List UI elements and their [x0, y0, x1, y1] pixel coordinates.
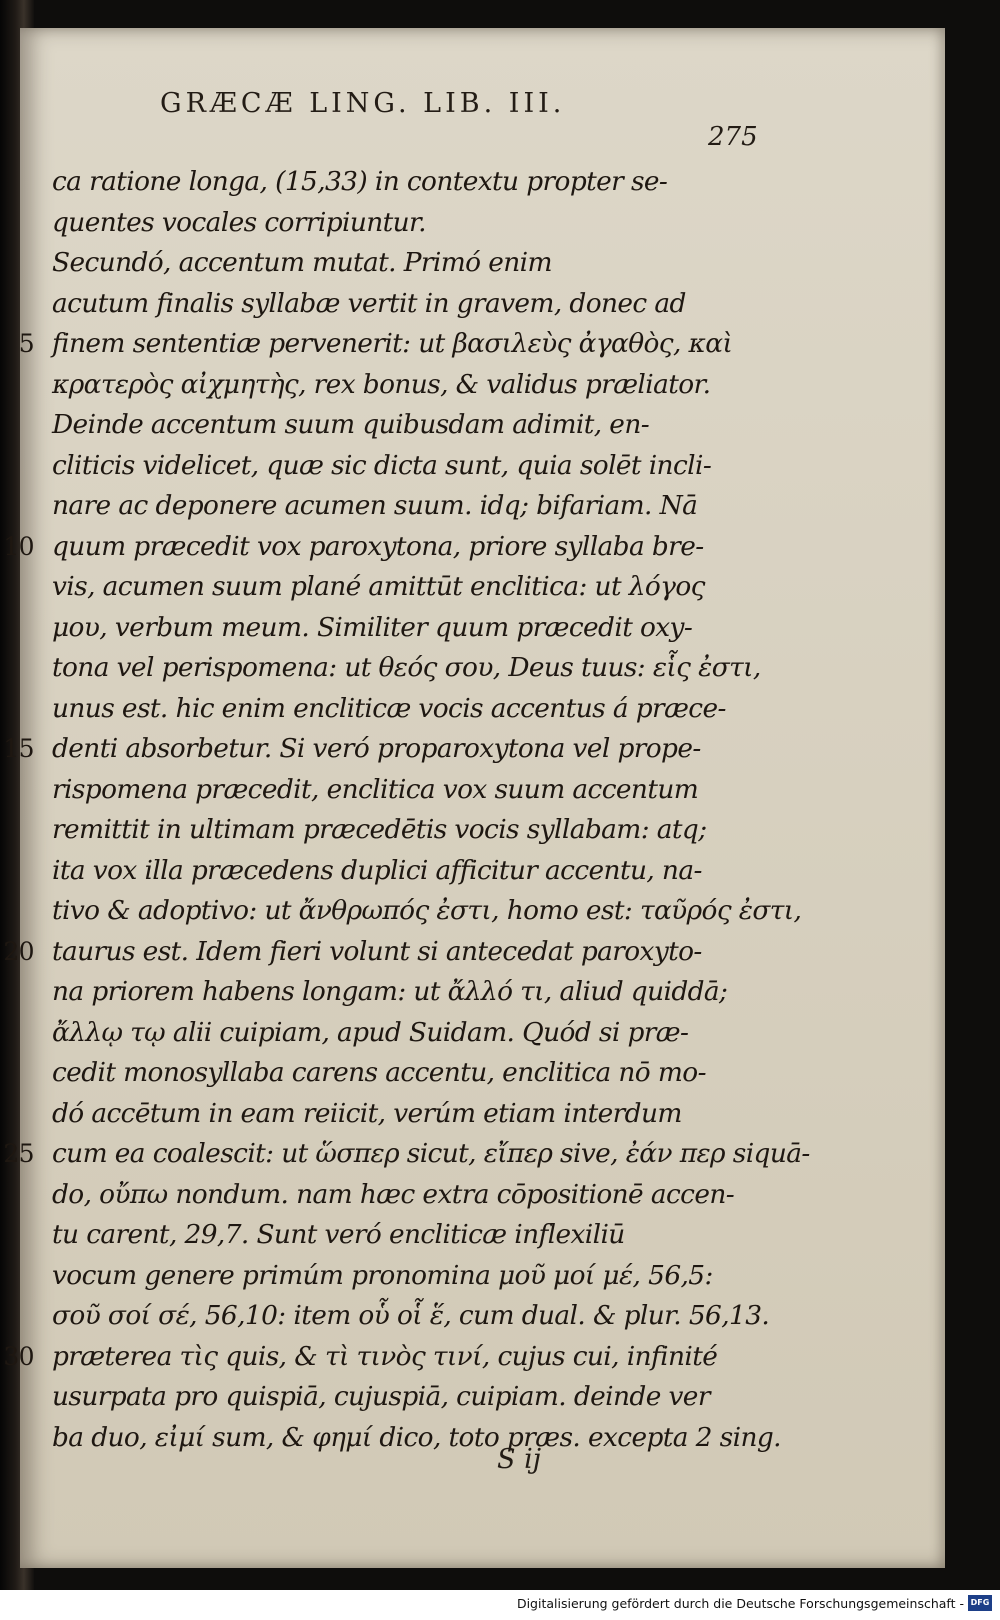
line-text: nare ac deponere acumen suum. idq; bifariam. Nā — [52, 490, 698, 521]
line-text: Secundó, accentum mutat. Primó enim — [52, 247, 552, 278]
line-text: denti absorbetur. Si veró proparoxytona vel prope- — [52, 733, 701, 764]
line-text: ca ratione longa, (15,33) in contextu propter se- — [52, 166, 668, 197]
text-line — [52, 851, 754, 892]
line-text: ba duo, εἰμί sum, & φημί dico, toto præs. excepta 2 sing. — [52, 1421, 781, 1453]
line-text: acutum finalis syllabæ vertit in gravem, donec ad — [52, 287, 686, 319]
line-text: dó accētum in eam reiicit, verúm etiam interdum — [52, 1097, 682, 1129]
line-number: 20 — [3, 936, 34, 966]
line-text: σοῦ σοί σέ, 56,10: item οὗ οἷ ἕ, cum dual. & plur. 56,13. — [52, 1300, 770, 1331]
line-text: quum præcedit vox paroxytona, priore syllaba bre- — [52, 530, 704, 562]
line-text: Deinde accentum suum quibusdam adimit, en- — [52, 409, 650, 440]
line-text: tona vel perispomena: ut θεός σου, Deus tuus: εἷς ἐστι, — [52, 652, 761, 683]
line-number: 10 — [3, 531, 34, 561]
text-line — [52, 1175, 754, 1216]
text-line — [52, 1256, 754, 1297]
funding-credit: Digitalisierung gefördert durch die Deutsche Forschungsgemeinschaft - — [516, 1596, 964, 1611]
line-number: 15 — [3, 734, 34, 763]
line-text: quentes vocales corripiuntur. — [52, 206, 426, 238]
signature-mark: S ij — [497, 1444, 542, 1475]
page-number: 275 — [708, 122, 758, 152]
line-text: præterea τὶς quis, & τὶ τινὸς τινί, cujus cui, infinité — [52, 1340, 718, 1372]
line-text: rispomena præcedit, enclitica vox suum accentum — [52, 773, 699, 805]
text-line — [52, 203, 754, 244]
text-line — [52, 1094, 754, 1135]
text-line — [52, 1215, 754, 1256]
text-line — [52, 405, 754, 446]
line-text: taurus est. Idem fieri volunt si antecedat paroxyto- — [52, 935, 702, 967]
text-line — [52, 608, 754, 649]
running-head: GRÆCÆ LING. LIB. III. — [160, 88, 566, 119]
line-text: tivo & adoptivo: ut ἄνθρωπός ἐστι, homo est: ταῦρός ἐστι, — [52, 895, 802, 926]
line-text: vis, acumen suum plané amittūt enclitica: ut λόγος — [52, 571, 705, 602]
dfg-logo-icon: DFG — [968, 1595, 992, 1611]
line-text: ἄλλῳ τῳ alii cuipiam, apud Suidam. Quód si præ- — [52, 1016, 689, 1048]
text-line — [52, 243, 754, 284]
line-number: 25 — [3, 1139, 34, 1168]
line-text: μου, verbum meum. Similiter quum præcedit oxy- — [52, 611, 693, 643]
text-line — [52, 1053, 754, 1094]
text-line — [52, 1013, 754, 1054]
text-line — [52, 810, 754, 851]
text-line — [52, 1377, 754, 1418]
credit-bar — [0, 1590, 1000, 1620]
text-line — [18, 324, 754, 365]
text-line — [3, 1134, 810, 1175]
line-text: κρατερὸς αἰχμητὴς, rex bonus, & validus præliator. — [52, 368, 711, 400]
line-text: cedit monosyllaba carens accentu, enclitica nō mo- — [52, 1057, 706, 1088]
text-line — [52, 1296, 770, 1337]
text-line — [3, 932, 754, 973]
line-text: tu carent, 29,7. Sunt veró encliticæ inflexiliū — [52, 1219, 625, 1250]
line-text: vocum genere primúm pronomina μοῦ μοί μέ, 56,5: — [52, 1259, 713, 1291]
text-line — [52, 486, 754, 527]
text-line — [3, 729, 754, 770]
line-text: usurpata pro quispiā, cujuspiā, cuipiam. deinde ver — [52, 1381, 710, 1412]
line-text: na priorem habens longam: ut ἄλλό τι, aliud quiddā; — [52, 976, 728, 1007]
line-text: unus est. hic enim encliticæ vocis accentus á præce- — [52, 692, 726, 724]
text-line — [3, 527, 754, 568]
text-line — [52, 891, 802, 932]
text-line — [52, 972, 754, 1013]
line-text: finem sententiæ pervenerit: ut βασιλεὺς ἀγαθὸς, καὶ — [52, 328, 733, 359]
text-line — [52, 567, 754, 608]
line-text: do, οὔπω nondum. nam hæc extra cōpositionē accen- — [52, 1178, 735, 1210]
text-line — [3, 1337, 754, 1378]
text-line — [52, 1418, 781, 1459]
text-line — [52, 648, 761, 689]
line-text: remittit in ultimam præcedētis vocis syllabam: atq; — [52, 814, 707, 845]
line-text: cum ea coalescit: ut ὥσπερ sicut, εἴπερ sive, ἐάν περ siquā- — [52, 1138, 810, 1169]
text-line — [52, 162, 754, 203]
text-line — [52, 689, 754, 730]
line-number: 30 — [3, 1341, 34, 1371]
text-line — [52, 446, 754, 487]
line-text: cliticis videlicet, quæ sic dicta sunt, quia solēt incli- — [52, 449, 712, 481]
text-line — [52, 284, 754, 325]
line-text: ita vox illa præcedens duplici afficitur accentu, na- — [52, 854, 702, 886]
line-number: 5 — [18, 329, 34, 358]
text-line — [52, 770, 754, 811]
body-text — [3, 162, 810, 1458]
text-line — [52, 365, 754, 406]
